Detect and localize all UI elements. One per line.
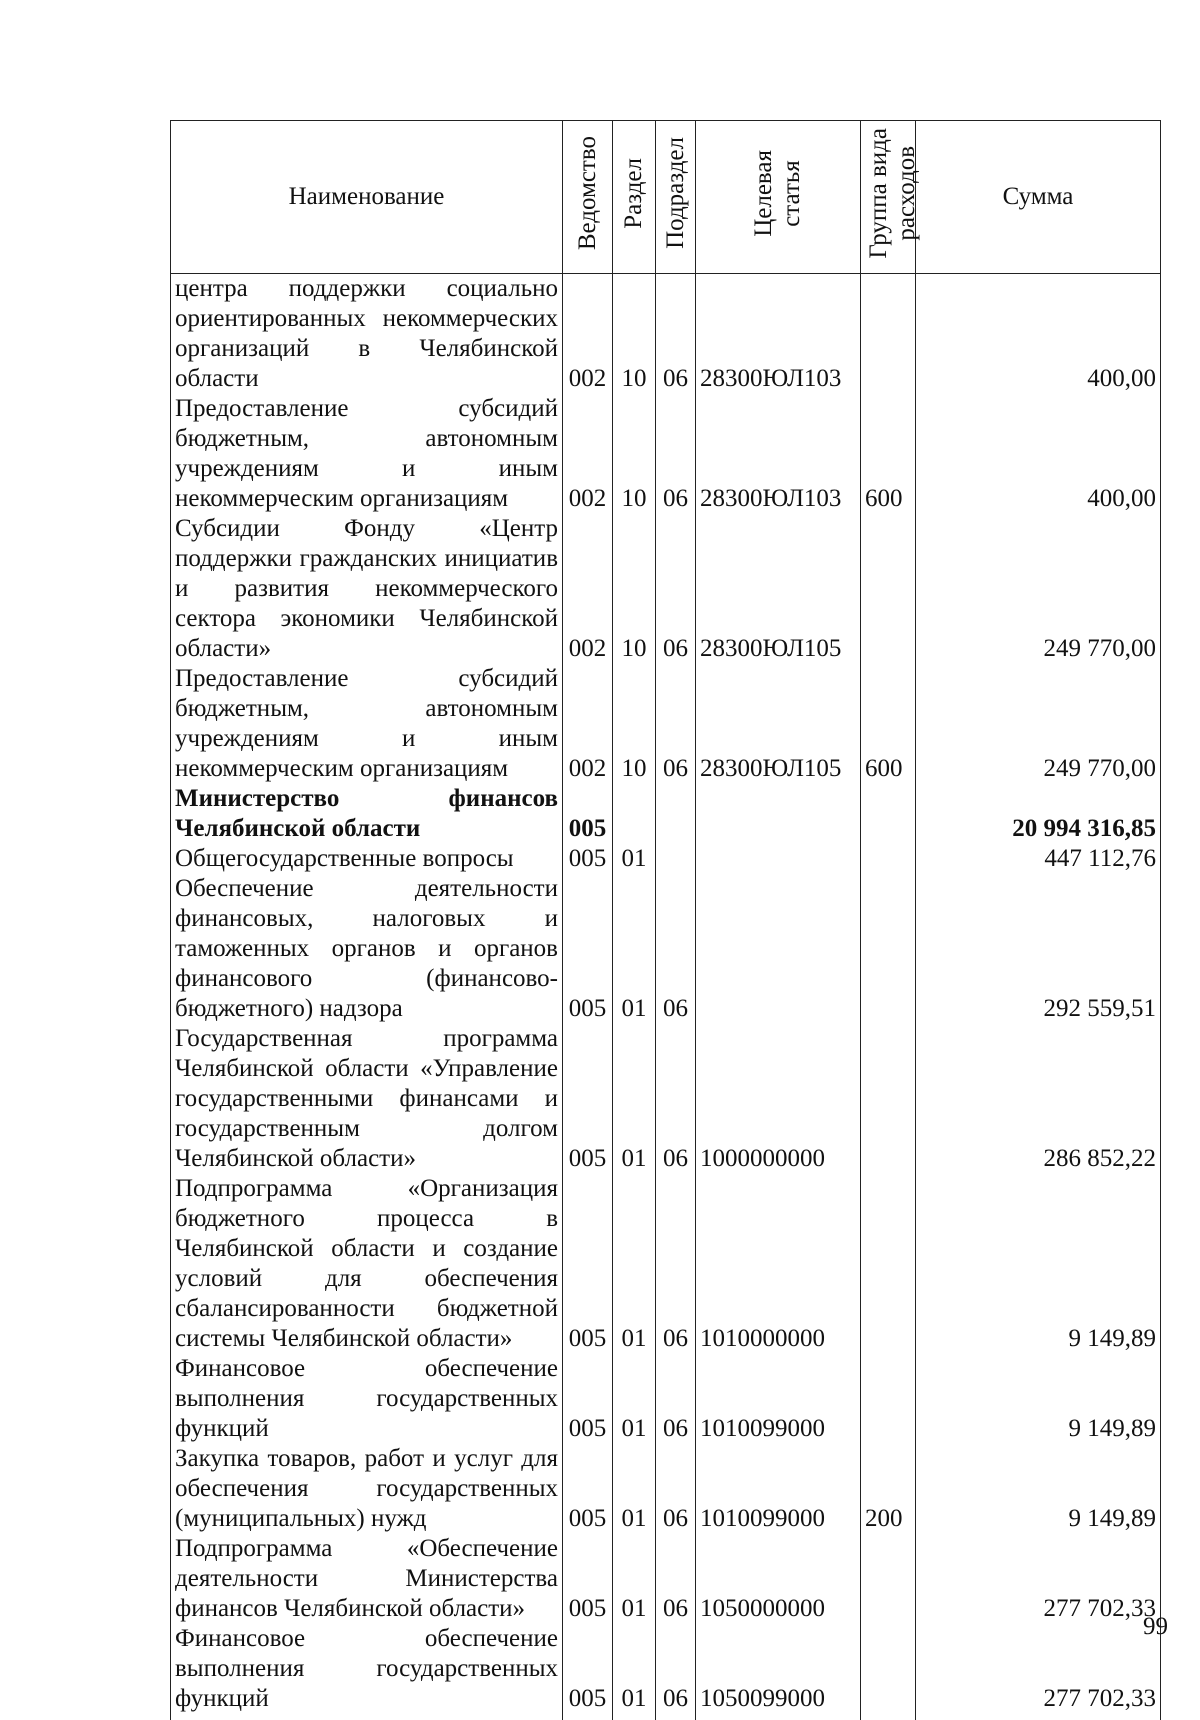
row-sum: 249 770,00 (916, 514, 1161, 664)
row-name: центра поддержки социально ориентированных некоммерческих организаций в Челябинской области (171, 274, 563, 395)
row-expense-group (861, 844, 916, 874)
row-target-article (696, 784, 861, 844)
table-row (171, 1024, 1161, 1174)
row-sum: 400,00 (916, 274, 1161, 395)
table-row (171, 274, 1161, 395)
row-section: 01 (613, 1024, 656, 1174)
table-row (171, 784, 1161, 844)
row-department: 005 (563, 784, 613, 844)
row-section (613, 784, 656, 844)
row-target-article: 28300ЮЛ103 (696, 394, 861, 514)
row-expense-group: 600 (861, 664, 916, 784)
row-target-article: 1050099000 (696, 1624, 861, 1720)
row-name: Подпрограмма «Обеспечение деятельности Министерства финансов Челябинской области» (171, 1534, 563, 1624)
header-expense-group: Группа вида расходов (861, 121, 916, 274)
row-department: 002 (563, 394, 613, 514)
row-department: 005 (563, 1354, 613, 1444)
budget-table (170, 120, 1161, 1720)
row-target-article: 1010099000 (696, 1444, 861, 1534)
row-subsection: 06 (656, 514, 696, 664)
row-sum: 9 149,89 (916, 1444, 1161, 1534)
row-target-article (696, 874, 861, 1024)
row-department: 005 (563, 1624, 613, 1720)
row-expense-group (861, 1024, 916, 1174)
row-sum: 9 149,89 (916, 1354, 1161, 1444)
row-section: 10 (613, 274, 656, 395)
table-row (171, 514, 1161, 664)
row-sum: 286 852,22 (916, 1024, 1161, 1174)
row-sum: 277 702,33 (916, 1534, 1161, 1624)
row-target-article: 28300ЮЛ103 (696, 274, 861, 395)
header-target-article: Целевая статья (696, 121, 861, 274)
table-row (171, 1354, 1161, 1444)
row-target-article: 28300ЮЛ105 (696, 664, 861, 784)
row-department: 005 (563, 844, 613, 874)
row-subsection: 06 (656, 274, 696, 395)
row-name: Общегосударственные вопросы (171, 844, 563, 874)
row-department: 005 (563, 874, 613, 1024)
row-name: Обеспечение деятельности финансовых, налоговых и таможенных органов и органов финансового (финансово-бюджетного) надзора (171, 874, 563, 1024)
row-section: 01 (613, 1444, 656, 1534)
row-expense-group (861, 1624, 916, 1720)
table-row (171, 874, 1161, 1024)
row-target-article (696, 844, 861, 874)
row-section: 01 (613, 844, 656, 874)
row-name: Финансовое обеспечение выполнения государственных функций (171, 1354, 563, 1444)
header-sum: Сумма (916, 121, 1161, 274)
row-target-article: 1010000000 (696, 1174, 861, 1354)
row-sum: 20 994 316,85 (916, 784, 1161, 844)
table-row (171, 664, 1161, 784)
row-expense-group (861, 1174, 916, 1354)
row-department: 002 (563, 664, 613, 784)
row-section: 10 (613, 394, 656, 514)
table-header-row (171, 121, 1161, 274)
row-department: 005 (563, 1534, 613, 1624)
row-name: Министерство финансов Челябинской области (171, 784, 563, 844)
row-expense-group (861, 784, 916, 844)
row-subsection (656, 844, 696, 874)
row-section: 01 (613, 874, 656, 1024)
row-subsection (656, 784, 696, 844)
row-section: 01 (613, 1354, 656, 1444)
table-row (171, 1624, 1161, 1720)
row-subsection: 06 (656, 874, 696, 1024)
row-target-article: 1010099000 (696, 1354, 861, 1444)
row-sum: 277 702,33 (916, 1624, 1161, 1720)
row-subsection: 06 (656, 664, 696, 784)
row-target-article: 1000000000 (696, 1024, 861, 1174)
row-expense-group (861, 1354, 916, 1444)
table-row (171, 394, 1161, 514)
row-department: 002 (563, 274, 613, 395)
row-sum: 249 770,00 (916, 664, 1161, 784)
row-subsection: 06 (656, 1174, 696, 1354)
row-department: 005 (563, 1174, 613, 1354)
row-expense-group (861, 1534, 916, 1624)
row-name: Закупка товаров, работ и услуг для обеспечения государственных (муниципальных) нужд (171, 1444, 563, 1534)
row-name: Предоставление субсидий бюджетным, автономным учреждениям и иным некоммерческим организациям (171, 664, 563, 784)
row-name: Предоставление субсидий бюджетным, автономным учреждениям и иным некоммерческим организациям (171, 394, 563, 514)
row-subsection: 06 (656, 1534, 696, 1624)
page-number: 99 (1143, 1613, 1168, 1640)
row-subsection: 06 (656, 394, 696, 514)
row-subsection: 06 (656, 1444, 696, 1534)
table-row (171, 1534, 1161, 1624)
row-expense-group: 200 (861, 1444, 916, 1534)
row-name: Субсидии Фонду «Центр поддержки гражданских инициатив и развития некоммерческого сектора экономики Челябинской области» (171, 514, 563, 664)
row-target-article: 28300ЮЛ105 (696, 514, 861, 664)
row-sum: 400,00 (916, 394, 1161, 514)
header-section: Раздел (613, 121, 656, 274)
row-target-article: 1050000000 (696, 1534, 861, 1624)
row-expense-group: 600 (861, 394, 916, 514)
header-subsection: Подраздел (656, 121, 696, 274)
row-name: Финансовое обеспечение выполнения государственных функций (171, 1624, 563, 1720)
row-department: 002 (563, 514, 613, 664)
row-section: 01 (613, 1174, 656, 1354)
table-row (171, 844, 1161, 874)
row-sum: 9 149,89 (916, 1174, 1161, 1354)
row-section: 10 (613, 514, 656, 664)
row-subsection: 06 (656, 1354, 696, 1444)
row-department: 005 (563, 1024, 613, 1174)
row-expense-group (861, 514, 916, 664)
row-section: 01 (613, 1624, 656, 1720)
row-subsection: 06 (656, 1624, 696, 1720)
header-name: Наименование (171, 121, 563, 274)
row-section: 01 (613, 1534, 656, 1624)
header-department: Ведомство (563, 121, 613, 274)
row-sum: 447 112,76 (916, 844, 1161, 874)
row-name: Государственная программа Челябинской области «Управление государственными финансами и государственным долгом Челябинской области» (171, 1024, 563, 1174)
row-name: Подпрограмма «Организация бюджетного процесса в Челябинской области и создание условий для обеспечения сбалансированности бюджетной системы Челябинской области» (171, 1174, 563, 1354)
row-expense-group (861, 874, 916, 1024)
row-subsection: 06 (656, 1024, 696, 1174)
row-department: 005 (563, 1444, 613, 1534)
row-expense-group (861, 274, 916, 395)
row-sum: 292 559,51 (916, 874, 1161, 1024)
table-row (171, 1444, 1161, 1534)
table-row (171, 1174, 1161, 1354)
row-section: 10 (613, 664, 656, 784)
